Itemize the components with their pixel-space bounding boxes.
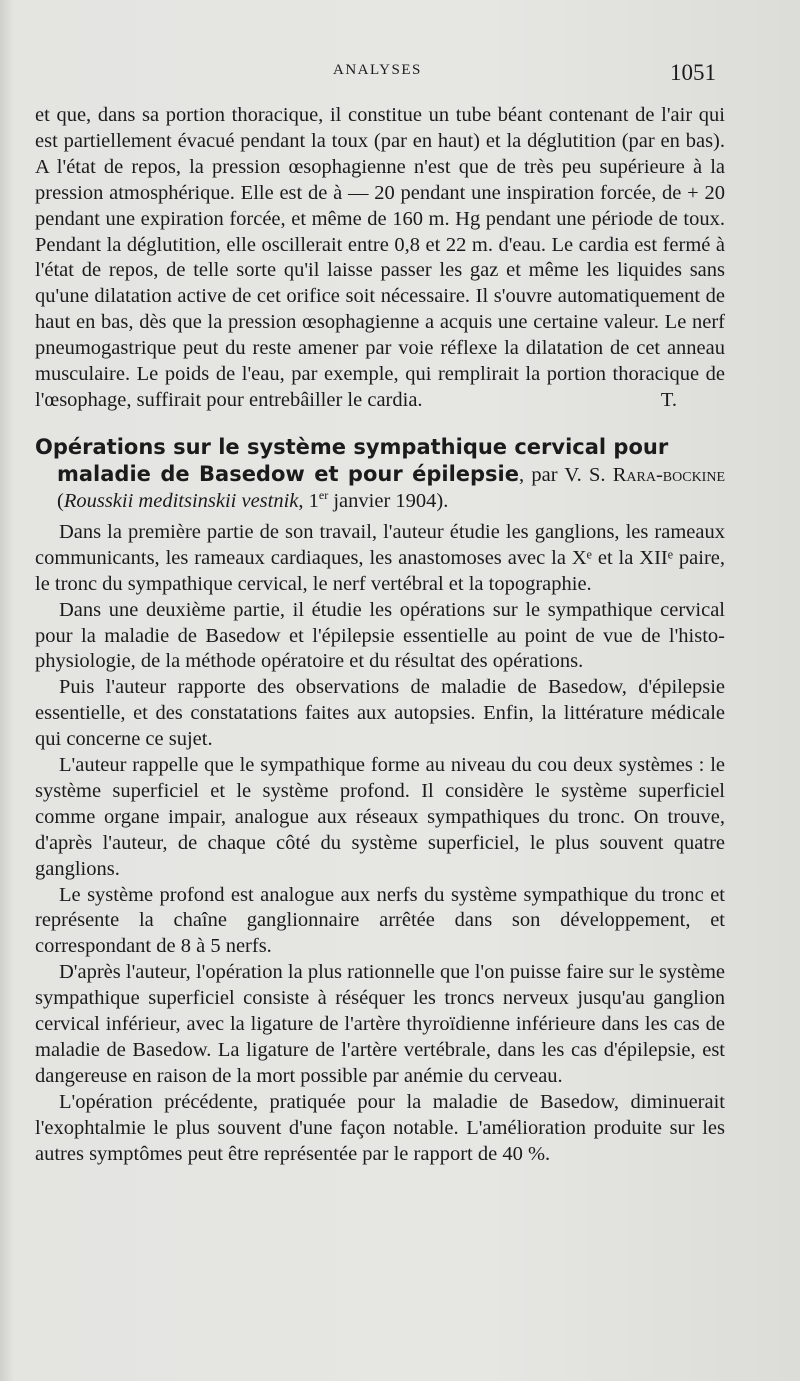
paragraph: L'opération précédente, pratiquée pour la maladie de Basedow, diminuerait l'exophtalmie le plus souvent d'une façon notable. L'amélioration produite sur les autres symptômes peut être représentée par le rapport de 40 %. [35,1090,725,1165]
article-title [35,434,725,514]
paragraph: L'auteur rappelle que le sympathique forme au niveau du cou deux systèmes : le système superficiel et le système profond. Il considère le système superficiel comme organe impair, analogue aux réseaux sympathiques du tronc. On trouve, d'après l'auteur, de chaque côté du système superficiel, le plus souvent quatre ganglions. [35,754,725,880]
article-journal: Rousskii meditsinskii vestnik [63,489,299,512]
article-by: , par V. S. [519,463,613,486]
article-title-bold-2: maladie de Basedow et pour épilepsie [57,461,520,486]
article-body [35,520,725,1168]
article-title-bold-1: Opérations sur le système sympathique cervical pour [35,434,669,459]
running-head: ANALYSES [333,62,422,78]
paragraph: Le système profond est analogue aux nerfs du système sympathique du tronc et représente la chaîne ganglionnaire arrêtée dans son développement, et correspondant de 8 à 5 nerfs. [35,883,725,958]
paragraph: D'après l'auteur, l'opération la plus rationnelle que l'on puisse faire sur le système sympathique superficiel consiste à réséquer les troncs nerveux jusqu'au ganglion cervical inférieur, avec la ligature de l'artère thyroïdienne inférieure dans les cas de maladie de Basedow. La ligature de l'artère vertébrale, dans les cas d'épilepsie, est dangereuse en raison de la mort possible par anémie du cerveau. [35,961,725,1087]
article-date-pre: , 1 [298,489,319,512]
page-header [0,62,800,92]
reviewer-initial: T. [660,388,677,411]
article-author: Rara-bockine [612,463,725,486]
article-title-line-2 [35,461,725,514]
article-title-line-1 [35,434,725,461]
continued-paragraph [35,103,725,414]
article-date-sup: er [318,488,329,503]
article-date-post: janvier 1904). [328,489,449,512]
paragraph: Dans la première partie de son travail, l'auteur étudie les ganglions, les rameaux communicants, les rameaux cardiaques, les anastomoses avec la Xᵉ et la XIIᵉ paire, le tronc du sympathique cervical, le nerf vertébral et la topographie. [35,520,725,595]
paragraph: Puis l'auteur rapporte des observations de maladie de Basedow, d'épilepsie essentielle, et des constatations faites aux autopsies. Enfin, la littérature médicale qui concerne ce sujet. [35,676,725,751]
paragraph: Dans une deuxième partie, il étudie les opérations sur le sympathique cervical pour la maladie de Basedow et l'épilepsie essentielle au point de vue de l'histo-physiologie, de la méthode opératoire et du résultat des opérations. [35,598,725,673]
article-open-paren: ( [57,489,64,512]
continued-paragraph-text: et que, dans sa portion thoracique, il constitue un tube béant contenant de l'air qui est partiellement évacué pendant la toux (par en haut) et la déglutition (par en bas). A l'état de repos, la pression œsophagienne n'est que de très peu supérieure à la pression atmosphérique. Elle est de à — 20 pendant une inspiration forcée, de + 20 pendant une expiration forcée, et même de 160 m. Hg pendant une période de toux. Pendant la déglutition, elle oscillerait entre 0,8 et 22 m. d'eau. Le cardia est fermé à l'état de repos, de telle sorte qu'il laisse passer les gaz et même les liquides sans qu'une dilatation active de cet orifice soit nécessaire. Il s'ouvre automatiquement de haut en bas, dès que la pression œsophagienne a acquis une certaine valeur. Le nerf pneumogastrique peut du reste amener par voie réflexe la dilatation de cet anneau musculaire. Le poids de l'eau, par exemple, qui remplirait la portion thoracique de l'œsophage, suffirait pour entrebâiller le cardia. [35,104,725,411]
page-body [35,103,725,1168]
page-number: 1051 [670,60,716,85]
